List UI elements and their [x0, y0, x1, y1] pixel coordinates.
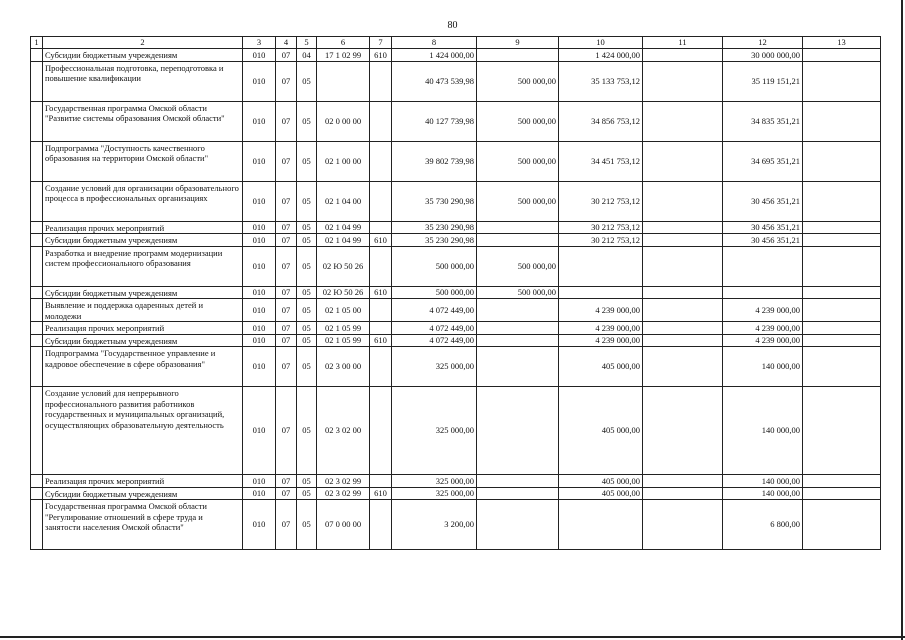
budget-table — [30, 36, 881, 550]
column-header: 1 — [31, 37, 43, 49]
amount-col-9 — [477, 475, 559, 488]
code-expense-type: 610 — [370, 234, 392, 247]
code-ministry: 010 — [243, 234, 276, 247]
table-row — [31, 487, 881, 500]
code-subsection: 05 — [297, 246, 317, 286]
amount-col-13 — [803, 286, 881, 299]
code-ministry: 010 — [243, 387, 276, 475]
amount-col-10 — [559, 500, 643, 550]
code-subsection: 05 — [297, 334, 317, 347]
code-subsection: 05 — [297, 61, 317, 101]
amount-col-13 — [803, 347, 881, 387]
code-expense-type — [370, 246, 392, 286]
code-target-item: 02 1 05 00 — [317, 299, 370, 322]
code-subsection: 05 — [297, 101, 317, 141]
code-subsection: 05 — [297, 181, 317, 221]
amount-col-11 — [643, 322, 723, 335]
code-section: 07 — [276, 246, 297, 286]
code-section: 07 — [276, 101, 297, 141]
row-index-cell — [31, 475, 43, 488]
column-header: 9 — [477, 37, 559, 49]
code-section: 07 — [276, 500, 297, 550]
code-target-item: 17 1 02 99 — [317, 49, 370, 62]
amount-col-8: 500 000,00 — [392, 246, 477, 286]
amount-col-8: 40 473 539,98 — [392, 61, 477, 101]
column-header: 4 — [276, 37, 297, 49]
amount-col-8: 325 000,00 — [392, 487, 477, 500]
code-expense-type — [370, 141, 392, 181]
page-border-right — [901, 0, 903, 640]
code-ministry: 010 — [243, 299, 276, 322]
amount-col-9 — [477, 322, 559, 335]
code-subsection: 04 — [297, 49, 317, 62]
table-row — [31, 246, 881, 286]
row-name: Подпрограмма "Государственное управление и кадровое обеспечение в сфере образования" — [43, 347, 243, 387]
amount-col-9 — [477, 387, 559, 475]
amount-col-13 — [803, 475, 881, 488]
column-number-row — [31, 37, 881, 49]
code-target-item: 02 1 04 99 — [317, 234, 370, 247]
row-index-cell — [31, 334, 43, 347]
row-name: Реализация прочих мероприятий — [43, 475, 243, 488]
amount-col-13 — [803, 322, 881, 335]
code-ministry: 010 — [243, 322, 276, 335]
row-index-cell — [31, 181, 43, 221]
amount-col-9 — [477, 500, 559, 550]
code-ministry: 010 — [243, 181, 276, 221]
table-row — [31, 322, 881, 335]
row-index-cell — [31, 299, 43, 322]
code-expense-type — [370, 347, 392, 387]
column-header: 8 — [392, 37, 477, 49]
code-subsection: 05 — [297, 234, 317, 247]
code-subsection: 05 — [297, 475, 317, 488]
amount-col-8: 35 230 290,98 — [392, 234, 477, 247]
amount-col-12 — [723, 286, 803, 299]
row-name: Создание условий для организации образовательного процесса в профессиональных организациях — [43, 181, 243, 221]
code-expense-type — [370, 221, 392, 234]
amount-col-13 — [803, 299, 881, 322]
code-target-item: 02 3 02 00 — [317, 387, 370, 475]
amount-col-10: 405 000,00 — [559, 387, 643, 475]
amount-col-13 — [803, 101, 881, 141]
code-subsection: 05 — [297, 221, 317, 234]
amount-col-8: 35 230 290,98 — [392, 221, 477, 234]
code-expense-type: 610 — [370, 487, 392, 500]
table-row — [31, 101, 881, 141]
code-expense-type — [370, 61, 392, 101]
table-row — [31, 141, 881, 181]
code-subsection: 05 — [297, 487, 317, 500]
amount-col-13 — [803, 487, 881, 500]
code-section: 07 — [276, 347, 297, 387]
amount-col-13 — [803, 334, 881, 347]
code-ministry: 010 — [243, 49, 276, 62]
amount-col-13 — [803, 234, 881, 247]
code-subsection: 05 — [297, 141, 317, 181]
amount-col-8: 4 072 449,00 — [392, 334, 477, 347]
row-name: Субсидии бюджетным учреждениям — [43, 487, 243, 500]
amount-col-12: 4 239 000,00 — [723, 322, 803, 335]
amount-col-9: 500 000,00 — [477, 181, 559, 221]
column-header: 13 — [803, 37, 881, 49]
code-subsection: 05 — [297, 387, 317, 475]
amount-col-10: 35 133 753,12 — [559, 61, 643, 101]
amount-col-8: 325 000,00 — [392, 387, 477, 475]
amount-col-10: 405 000,00 — [559, 347, 643, 387]
amount-col-11 — [643, 221, 723, 234]
code-target-item: 02 3 02 99 — [317, 475, 370, 488]
row-index-cell — [31, 234, 43, 247]
code-target-item: 02 1 05 99 — [317, 334, 370, 347]
column-header: 12 — [723, 37, 803, 49]
row-index-cell — [31, 141, 43, 181]
amount-col-12: 30 456 351,21 — [723, 234, 803, 247]
column-header: 7 — [370, 37, 392, 49]
amount-col-9: 500 000,00 — [477, 101, 559, 141]
amount-col-10: 4 239 000,00 — [559, 299, 643, 322]
code-expense-type — [370, 101, 392, 141]
code-ministry: 010 — [243, 221, 276, 234]
amount-col-12: 34 835 351,21 — [723, 101, 803, 141]
amount-col-10: 405 000,00 — [559, 487, 643, 500]
amount-col-8: 500 000,00 — [392, 286, 477, 299]
table-row — [31, 387, 881, 475]
amount-col-8: 4 072 449,00 — [392, 299, 477, 322]
amount-col-11 — [643, 475, 723, 488]
amount-col-9 — [477, 334, 559, 347]
page-border-bottom — [0, 636, 905, 638]
code-section: 07 — [276, 141, 297, 181]
code-expense-type: 610 — [370, 49, 392, 62]
row-name: Государственная программа Омской области "Регулирование отношений в сфере труда и занятости населения Омской области" — [43, 500, 243, 550]
code-subsection: 05 — [297, 500, 317, 550]
code-section: 07 — [276, 299, 297, 322]
amount-col-8: 4 072 449,00 — [392, 322, 477, 335]
amount-col-9: 500 000,00 — [477, 246, 559, 286]
column-header: 2 — [43, 37, 243, 49]
amount-col-12: 30 456 351,21 — [723, 221, 803, 234]
code-section: 07 — [276, 322, 297, 335]
column-header: 3 — [243, 37, 276, 49]
code-ministry: 010 — [243, 61, 276, 101]
table-row — [31, 500, 881, 550]
amount-col-12: 140 000,00 — [723, 387, 803, 475]
row-name: Субсидии бюджетным учреждениям — [43, 286, 243, 299]
code-expense-type — [370, 475, 392, 488]
code-section: 07 — [276, 181, 297, 221]
code-section: 07 — [276, 61, 297, 101]
amount-col-10 — [559, 246, 643, 286]
row-name: Выявление и поддержка одаренных детей и молодежи — [43, 299, 243, 322]
code-section: 07 — [276, 221, 297, 234]
code-subsection: 05 — [297, 299, 317, 322]
amount-col-13 — [803, 61, 881, 101]
code-ministry: 010 — [243, 347, 276, 387]
code-expense-type: 610 — [370, 286, 392, 299]
amount-col-8: 35 730 290,98 — [392, 181, 477, 221]
row-index-cell — [31, 101, 43, 141]
row-index-cell — [31, 347, 43, 387]
row-index-cell — [31, 221, 43, 234]
code-ministry: 010 — [243, 101, 276, 141]
amount-col-10: 30 212 753,12 — [559, 221, 643, 234]
row-index-cell — [31, 286, 43, 299]
amount-col-11 — [643, 387, 723, 475]
row-index-cell — [31, 246, 43, 286]
code-target-item: 02 0 00 00 — [317, 101, 370, 141]
amount-col-11 — [643, 500, 723, 550]
row-name: Субсидии бюджетным учреждениям — [43, 49, 243, 62]
row-name: Подпрограмма "Доступность качественного образования на территории Омской области" — [43, 141, 243, 181]
amount-col-11 — [643, 334, 723, 347]
table-row — [31, 49, 881, 62]
row-name: Реализация прочих мероприятий — [43, 322, 243, 335]
code-subsection: 05 — [297, 347, 317, 387]
amount-col-10: 30 212 753,12 — [559, 234, 643, 247]
amount-col-12: 140 000,00 — [723, 487, 803, 500]
amount-col-8: 40 127 739,98 — [392, 101, 477, 141]
table-row — [31, 299, 881, 322]
code-section: 07 — [276, 334, 297, 347]
table-row — [31, 181, 881, 221]
amount-col-11 — [643, 181, 723, 221]
amount-col-8: 3 200,00 — [392, 500, 477, 550]
code-target-item: 02 1 05 99 — [317, 322, 370, 335]
table-row — [31, 234, 881, 247]
amount-col-8: 325 000,00 — [392, 347, 477, 387]
amount-col-11 — [643, 61, 723, 101]
amount-col-11 — [643, 347, 723, 387]
amount-col-12: 34 695 351,21 — [723, 141, 803, 181]
code-section: 07 — [276, 234, 297, 247]
row-index-cell — [31, 61, 43, 101]
code-expense-type — [370, 181, 392, 221]
amount-col-13 — [803, 49, 881, 62]
row-name: Разработка и внедрение программ модернизации систем профессионального образования — [43, 246, 243, 286]
amount-col-12: 30 456 351,21 — [723, 181, 803, 221]
code-ministry: 010 — [243, 334, 276, 347]
code-expense-type — [370, 387, 392, 475]
column-header: 5 — [297, 37, 317, 49]
table-row — [31, 221, 881, 234]
amount-col-11 — [643, 141, 723, 181]
amount-col-10 — [559, 286, 643, 299]
table-row — [31, 347, 881, 387]
amount-col-8: 325 000,00 — [392, 475, 477, 488]
amount-col-10: 34 856 753,12 — [559, 101, 643, 141]
amount-col-10: 1 424 000,00 — [559, 49, 643, 62]
row-index-cell — [31, 49, 43, 62]
amount-col-10: 4 239 000,00 — [559, 322, 643, 335]
code-target-item: 02 1 00 00 — [317, 141, 370, 181]
code-ministry: 010 — [243, 487, 276, 500]
row-name: Реализация прочих мероприятий — [43, 221, 243, 234]
amount-col-11 — [643, 49, 723, 62]
amount-col-12: 4 239 000,00 — [723, 334, 803, 347]
amount-col-13 — [803, 246, 881, 286]
code-ministry: 010 — [243, 246, 276, 286]
code-target-item: 02 1 04 99 — [317, 221, 370, 234]
code-expense-type: 610 — [370, 334, 392, 347]
amount-col-9 — [477, 221, 559, 234]
code-expense-type — [370, 500, 392, 550]
amount-col-10: 405 000,00 — [559, 475, 643, 488]
amount-col-9 — [477, 347, 559, 387]
code-ministry: 010 — [243, 141, 276, 181]
amount-col-11 — [643, 246, 723, 286]
amount-col-8: 1 424 000,00 — [392, 49, 477, 62]
code-expense-type — [370, 322, 392, 335]
code-target-item — [317, 61, 370, 101]
row-name: Субсидии бюджетным учреждениям — [43, 234, 243, 247]
code-target-item: 02 3 02 99 — [317, 487, 370, 500]
amount-col-10: 4 239 000,00 — [559, 334, 643, 347]
row-name: Государственная программа Омской области "Развитие системы образования Омской области" — [43, 101, 243, 141]
code-ministry: 010 — [243, 475, 276, 488]
code-target-item: 02 Ю 50 26 — [317, 246, 370, 286]
code-section: 07 — [276, 387, 297, 475]
row-index-cell — [31, 387, 43, 475]
code-target-item: 02 Ю 50 26 — [317, 286, 370, 299]
code-ministry: 010 — [243, 286, 276, 299]
amount-col-13 — [803, 387, 881, 475]
code-subsection: 05 — [297, 322, 317, 335]
amount-col-12: 4 239 000,00 — [723, 299, 803, 322]
row-index-cell — [31, 487, 43, 500]
amount-col-12 — [723, 246, 803, 286]
row-name: Профессиональная подготовка, переподготовка и повышение квалификации — [43, 61, 243, 101]
amount-col-12: 140 000,00 — [723, 347, 803, 387]
amount-col-8: 39 802 739,98 — [392, 141, 477, 181]
amount-col-9: 500 000,00 — [477, 61, 559, 101]
amount-col-13 — [803, 141, 881, 181]
amount-col-11 — [643, 101, 723, 141]
code-target-item: 02 1 04 00 — [317, 181, 370, 221]
page-number: 80 — [447, 20, 458, 31]
code-target-item: 02 3 00 00 — [317, 347, 370, 387]
amount-col-12: 6 800,00 — [723, 500, 803, 550]
code-target-item: 07 0 00 00 — [317, 500, 370, 550]
amount-col-9 — [477, 49, 559, 62]
amount-col-12: 30 000 000,00 — [723, 49, 803, 62]
column-header: 10 — [559, 37, 643, 49]
amount-col-11 — [643, 234, 723, 247]
row-name: Субсидии бюджетным учреждениям — [43, 334, 243, 347]
row-index-cell — [31, 500, 43, 550]
amount-col-11 — [643, 487, 723, 500]
code-expense-type — [370, 299, 392, 322]
amount-col-9: 500 000,00 — [477, 141, 559, 181]
table-row — [31, 286, 881, 299]
amount-col-13 — [803, 181, 881, 221]
table-row — [31, 475, 881, 488]
code-section: 07 — [276, 49, 297, 62]
code-subsection: 05 — [297, 286, 317, 299]
amount-col-13 — [803, 500, 881, 550]
code-section: 07 — [276, 286, 297, 299]
amount-col-9: 500 000,00 — [477, 286, 559, 299]
amount-col-12: 140 000,00 — [723, 475, 803, 488]
amount-col-12: 35 119 151,21 — [723, 61, 803, 101]
amount-col-11 — [643, 299, 723, 322]
row-index-cell — [31, 322, 43, 335]
amount-col-10: 30 212 753,12 — [559, 181, 643, 221]
table-row — [31, 334, 881, 347]
code-section: 07 — [276, 487, 297, 500]
column-header: 11 — [643, 37, 723, 49]
row-name: Создание условий для непрерывного профессионального развития работников государственных и муниципальных организаций, осуществляющих образовательную деятельность — [43, 387, 243, 475]
amount-col-10: 34 451 753,12 — [559, 141, 643, 181]
table-row — [31, 61, 881, 101]
code-section: 07 — [276, 475, 297, 488]
amount-col-9 — [477, 234, 559, 247]
amount-col-9 — [477, 299, 559, 322]
column-header: 6 — [317, 37, 370, 49]
amount-col-11 — [643, 286, 723, 299]
amount-col-9 — [477, 487, 559, 500]
code-ministry: 010 — [243, 500, 276, 550]
amount-col-13 — [803, 221, 881, 234]
